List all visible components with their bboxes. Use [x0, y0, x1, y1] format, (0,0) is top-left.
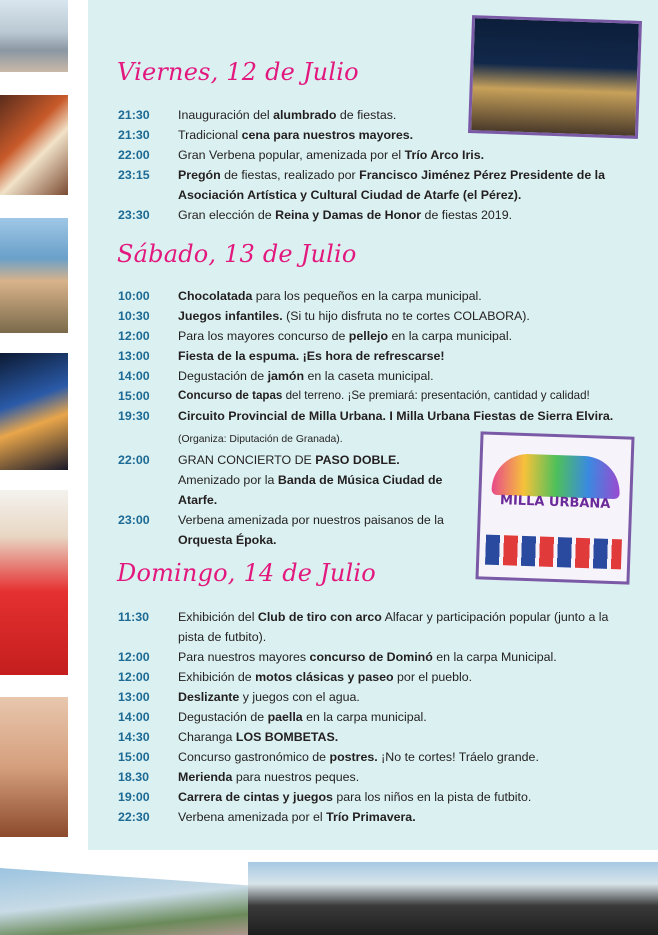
event-description: Carrera de cintas y juegos para los niños en la pista de futbito.: [178, 790, 532, 804]
photo-stage-performer: [0, 95, 68, 195]
schedule-row: [118, 607, 638, 647]
event-time: 14:30: [118, 730, 150, 744]
event-time: 14:00: [118, 369, 150, 383]
event-time: 22:30: [118, 810, 150, 824]
event-description: Para los mayores concurso de pellejo en la carpa municipal.: [178, 329, 513, 343]
event-time: 22:00: [118, 148, 150, 162]
event-description: Circuito Provincial de Milla Urbana. I Milla Urbana Fiestas de Sierra Elvira. (Organiza: Diputación de Granada).: [178, 409, 614, 445]
event-description: Gran elección de Reina y Damas de Honor de fiestas 2019.: [178, 208, 513, 222]
schedule-row: [118, 205, 628, 225]
day-heading-viernes: Viernes, 12 de Julio: [117, 58, 359, 86]
event-description: GRAN CONCIERTO DE PASO DOBLE. Amenizado por la Banda de Música Ciudad de Atarfe.: [178, 453, 443, 507]
photo-woman-cooking: [0, 490, 68, 675]
schedule-row: [118, 346, 628, 366]
event-time: 19:00: [118, 790, 150, 804]
schedule-row: [118, 687, 638, 707]
schedule-row: [118, 406, 628, 450]
photo-street-crowd: [0, 868, 250, 935]
event-time: 18.30: [118, 770, 150, 784]
event-description: Para nuestros mayores concurso de Dominó en la carpa Municipal.: [178, 650, 557, 664]
event-time: 15:00: [118, 750, 150, 764]
schedule-row: [118, 747, 638, 767]
photo-classic-motorcycles: [248, 862, 658, 935]
left-photo-strip: [0, 0, 88, 850]
schedule-row: [118, 326, 628, 346]
event-description: Juegos infantiles. (Si tu hijo disfruta no te cortes COLABORA).: [178, 309, 530, 323]
schedule-row: [118, 286, 628, 306]
event-description: Merienda para nuestros peques.: [178, 770, 360, 784]
event-time: 19:30: [118, 409, 150, 423]
event-time: 22:00: [118, 453, 150, 467]
schedule-row: [118, 306, 628, 326]
event-description: Degustación de jamón en la caseta municipal.: [178, 369, 434, 383]
day-heading-domingo: Domingo, 14 de Julio: [117, 559, 376, 587]
event-description: Concurso gastronómico de postres. ¡No te cortes! Tráelo grande.: [178, 750, 539, 764]
schedule-row: [118, 510, 468, 550]
event-description: Fiesta de la espuma. ¡Es hora de refrescarse!: [178, 349, 445, 363]
event-time: 12:00: [118, 670, 150, 684]
event-description: Exhibición del Club de tiro con arco Alfacar y participación popular (junto a la pista de futbito).: [178, 610, 609, 644]
event-description: Degustación de paella en la carpa municipal.: [178, 710, 427, 724]
schedule-row: [118, 105, 628, 125]
event-time: 21:30: [118, 108, 150, 122]
event-time: 14:00: [118, 710, 150, 724]
poster-title: MILLA URBANA: [499, 493, 611, 512]
photo-cyclists: [0, 218, 68, 333]
schedule-row: [118, 807, 638, 827]
schedule-viernes: [118, 105, 628, 225]
schedule-domingo: [118, 607, 638, 827]
photo-crowd: [0, 0, 68, 72]
event-description: Concurso de tapas del terreno. ¡Se premiará: presentación, cantidad y calidad!: [178, 389, 590, 402]
schedule-row: [118, 450, 468, 510]
event-description: Gran Verbena popular, amenizada por el Trío Arco Iris.: [178, 148, 485, 162]
event-time: 23:15: [118, 168, 150, 182]
event-description: Exhibición de motos clásicas y paseo por el pueblo.: [178, 670, 473, 684]
schedule-row: [118, 145, 628, 165]
event-description: Chocolatada para los pequeños en la carpa municipal.: [178, 289, 482, 303]
event-time: 13:00: [118, 690, 150, 704]
event-description: Deslizante y juegos con el agua.: [178, 690, 360, 704]
event-description: Verbena amenizada por el Trío Primavera.: [178, 810, 416, 824]
schedule-row: [118, 125, 628, 145]
event-description: Pregón de fiestas, realizado por Francisco Jiménez Pérez Presidente de la Asociación Artística y Cultural Ciudad de Atarfe (el Pérez).: [178, 168, 605, 202]
schedule-row: [118, 707, 638, 727]
schedule-row: [118, 165, 628, 205]
schedule-row: [118, 727, 638, 747]
photo-child-chocolate: [0, 697, 68, 837]
event-time: 12:00: [118, 650, 150, 664]
event-time: 21:30: [118, 128, 150, 142]
event-time: 10:30: [118, 309, 150, 323]
event-description: Verbena amenizada por nuestros paisanos de la Orquesta Époka.: [178, 513, 444, 547]
schedule-row: [118, 787, 638, 807]
schedule-row: [118, 667, 638, 687]
schedule-row: [118, 386, 628, 406]
event-time: 23:00: [118, 513, 150, 527]
event-time: 12:00: [118, 329, 150, 343]
event-time: 15:00: [118, 389, 150, 403]
day-heading-sabado: Sábado, 13 de Julio: [117, 240, 357, 268]
event-time: 13:00: [118, 349, 150, 363]
bottom-photo-band: [0, 850, 658, 935]
schedule-row: [118, 767, 638, 787]
event-description: Tradicional cena para nuestros mayores.: [178, 128, 414, 142]
event-time: 10:00: [118, 289, 150, 303]
schedule-sabado: [118, 286, 628, 550]
schedule-row: [118, 366, 628, 386]
event-description: Inauguración del alumbrado de fiestas.: [178, 108, 397, 122]
event-description: Charanga LOS BOMBETAS.: [178, 730, 339, 744]
event-time: 11:30: [118, 610, 150, 624]
photo-night-concert: [0, 353, 68, 470]
event-time: 23:30: [118, 208, 150, 222]
schedule-row: [118, 647, 638, 667]
